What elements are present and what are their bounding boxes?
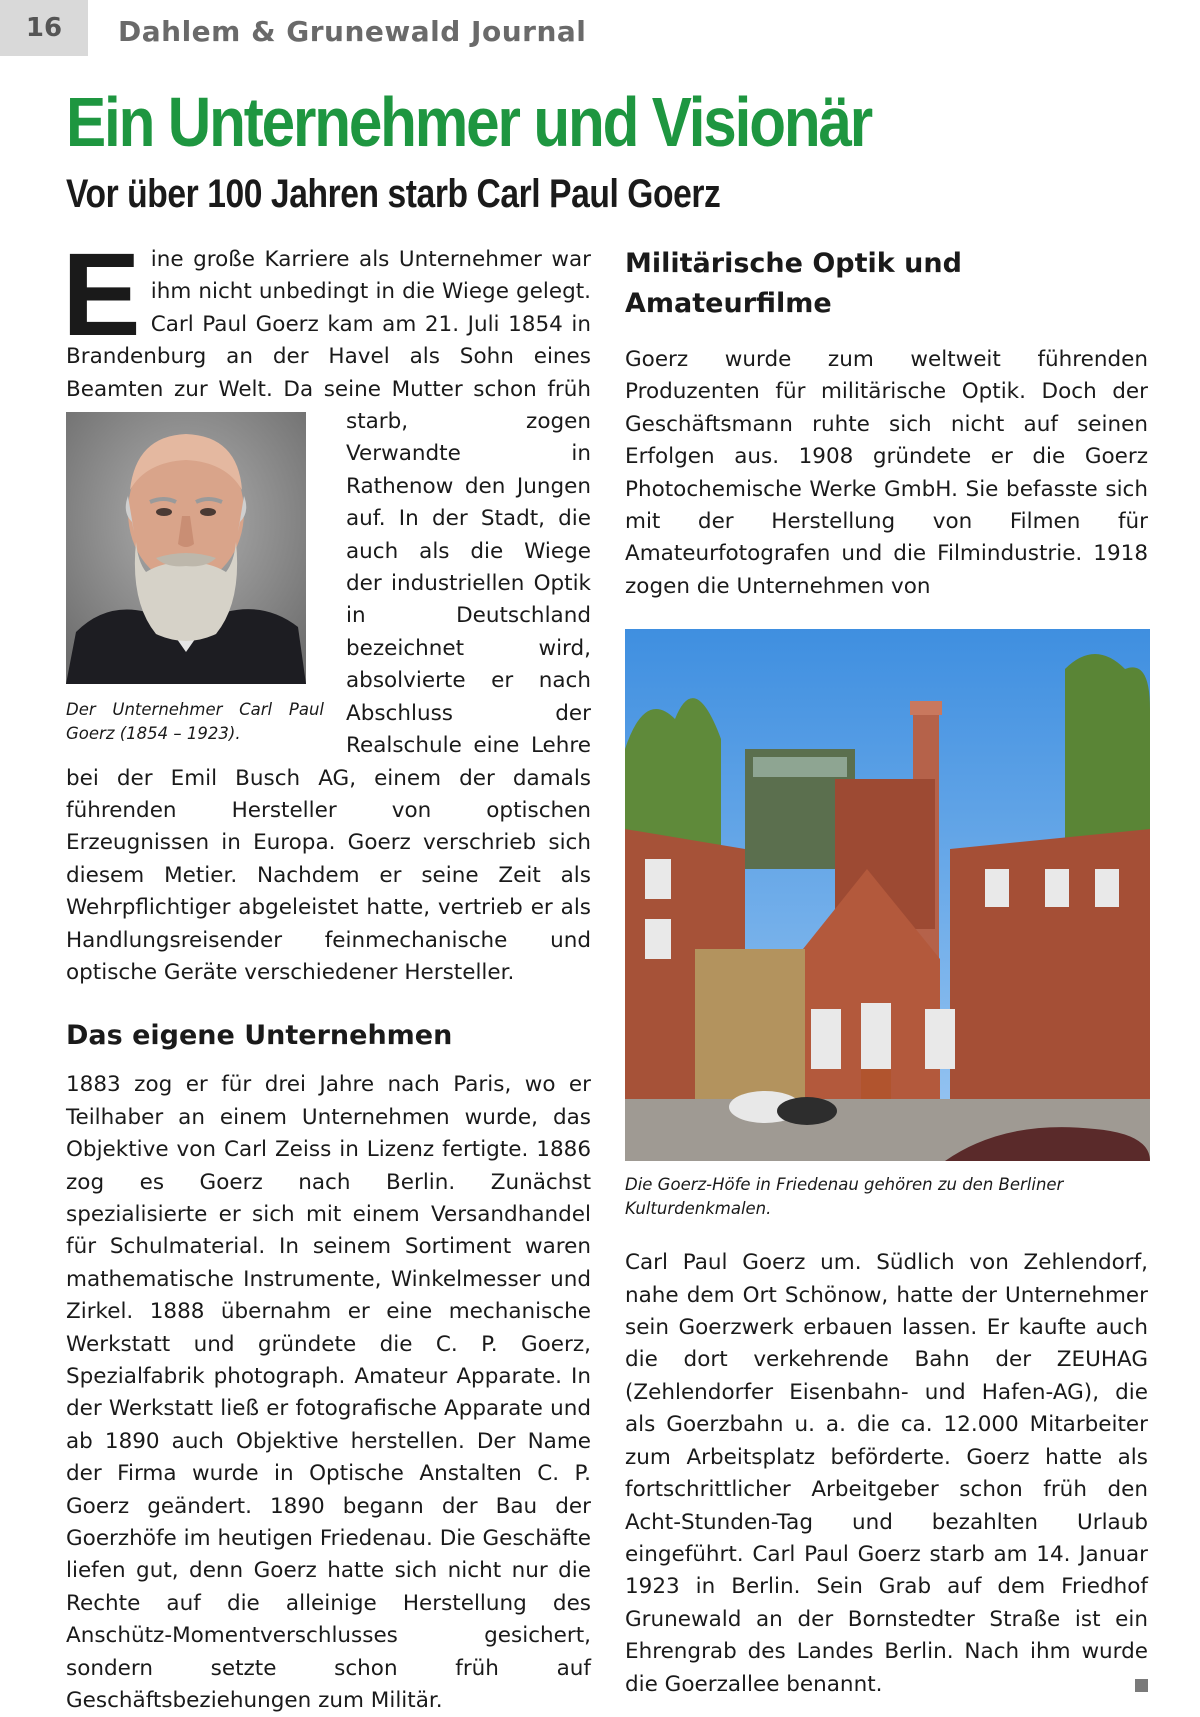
drop-cap: E — [62, 229, 141, 361]
page-number: 16 — [0, 0, 88, 56]
left-column — [62, 229, 591, 1717]
right-column — [625, 244, 1148, 1701]
article-headline: Ein Unternehmer und Visionär — [66, 83, 872, 161]
portrait-caption: Der Unternehmer Carl Paul Goerz (1854 – 1923). — [66, 700, 324, 744]
journal-title: Dahlem & Grunewald Journal — [118, 15, 587, 48]
article-subheadline: Vor über 100 Jahren starb Carl Paul Goerz — [66, 172, 721, 216]
portrait-figure — [66, 412, 324, 746]
section-military-optics-text: Goerz wurde zum weltweit führenden Produzenten für militärische Optik. Doch der Geschäftsmann ruhte sich nicht auf seinen Erfolgen aus. 1908 gründete er die Goerz Photochemische Werke GmbH. Sie befasste sich mit der Herstellung von Filmen für Amateurfotografen und die Filmindustrie. 1918 zogen die Unternehmen von — [625, 347, 1148, 599]
factory-photo — [625, 629, 1150, 1161]
portrait-photo — [66, 412, 306, 684]
intro-text-part1: ine große Karriere als Unternehmer war ihm nicht unbedingt in die Wiege gelegt. Carl Paul Goerz kam am 21. Juli 1854 in Brandenburg an der Havel als Sohn eines Beamten zur Welt. Da seine Mutter schon früh starb, zogen — [66, 247, 591, 435]
end-of-article-mark — [1135, 1679, 1148, 1692]
intro-paragraph — [62, 229, 591, 989]
section-heading-own-company: Das eigene Unternehmen — [66, 1020, 453, 1052]
section-military-optics-continued — [625, 1247, 1148, 1701]
section-heading-military-optics: Militärische Optik und Amateurfilme — [625, 248, 962, 319]
intro-text-part2: Verwandte in Rathenow den Jungen auf. In der Stadt, die auch als die Wiege der industriellen Optik in Deutschland bezeichnet wird, absolvierte er nach Abschluss der Realschule eine Lehre bei der Emil Busch AG, einem der damals führenden Hersteller von optischen Erzeugnissen in Europa. Goerz verschrieb sich diesem Metier. Nachdem er seine Zeit als Wehrpflichtiger abgeleistet hatte, vertrieb er als Handlungsreisender feinmechanische und optische Geräte verschiedener Hersteller. — [66, 441, 591, 985]
factory-caption: Die Goerz-Höfe in Friedenau gehören zu den Berliner Kulturdenkmalen. — [625, 1175, 1064, 1219]
section-own-company-text: 1883 zog er für drei Jahre nach Paris, wo er Teilhaber an einem Unternehmen wurde, das Objektive von Carl Zeiss in Lizenz fertigte. 1886 zog es Goerz nach Berlin. Zunächst spezialisierte er sich mit einem Versandhandel für Schulmaterial. In seinem Sortiment waren mathematische Instrumente, Winkelmesser und Zirkel. 1888 übernahm er eine mechanische Werkstatt und gründete die C. P. Goerz, Spezialfabrik photograph. Amateur Apparate. In der Werkstatt ließ er fotografische Apparate und ab 1890 auch Objektive herstellen. Der Name der Firma wurde in Optische Anstalten C. P. Goerz geändert. 1890 begann der Bau der Goerzhöfe im heutigen Friedenau. Die Geschäfte liefen gut, denn Goerz hatte sich nicht nur die Rechte auf die alleinige Herstellung des Anschütz-Momentverschlusses gesichert, sondern setzte schon früh auf Geschäftsbeziehungen zum Militär. — [66, 1072, 591, 1714]
portrait-image — [66, 412, 306, 684]
factory-image — [625, 629, 1150, 1161]
continued-text: Carl Paul Goerz um. Südlich von Zehlendorf, nahe dem Ort Schönow, hatte der Unternehmer sein Goerzwerk erbauen lassen. Er kaufte auch die dort verkehrende Bahn der ZEUHAG (Zehlendorfer Eisenbahn- und Hafen-AG), die als Goerzbahn u. a. die ca. 12.000 Mitarbeiter zum Arbeitsplatz beförderte. Goerz hatte als fortschrittlicher Arbeitgeber schon früh den Acht-Stunden-Tag und bezahlten Urlaub eingeführt. Carl Paul Goerz starb am 14. Januar 1923 in Berlin. Sein Grab auf dem Friedhof Grunewald an der Bornstedter Straße ist ein Ehrengrab des Landes Berlin. Nach ihm wurde die Goerzallee benannt. — [625, 1250, 1148, 1697]
